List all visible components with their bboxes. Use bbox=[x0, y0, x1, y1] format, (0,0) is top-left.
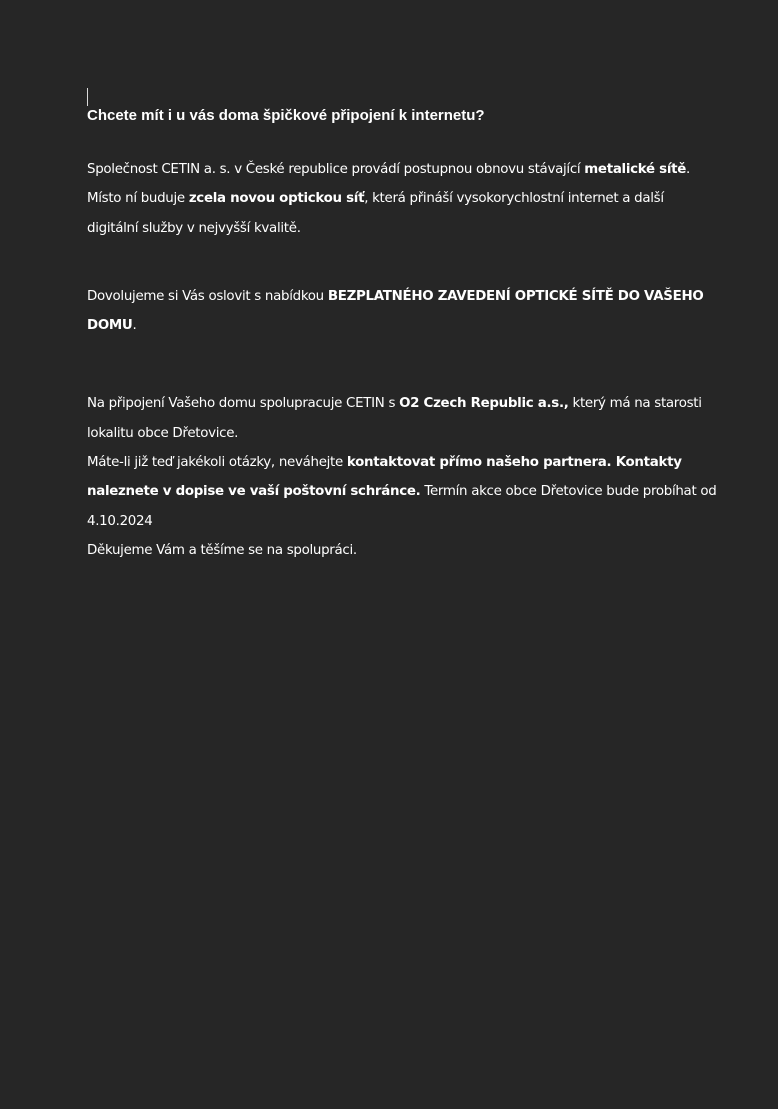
text-run: který má na starosti bbox=[568, 396, 702, 412]
text-run: Máte-li již teď jakékoli otázky, neváhejte bbox=[87, 455, 347, 471]
paragraph-line bbox=[87, 184, 697, 213]
text-cursor bbox=[87, 88, 88, 106]
text-run: Na připojení Vašeho domu spolupracuje CETIN s bbox=[87, 396, 400, 412]
paragraph-line bbox=[87, 282, 704, 311]
paragraph-cetin-network bbox=[87, 155, 697, 243]
paragraph-line bbox=[87, 155, 697, 184]
text-run: Dovolujeme si Vás oslovit s nabídkou bbox=[87, 288, 328, 304]
bold-text: zcela novou optickou síť bbox=[188, 191, 365, 207]
text-run: . bbox=[686, 162, 690, 177]
paragraph-line: lokalitu obce Dřetovice. bbox=[87, 425, 239, 441]
text-run: Místo ní buduje bbox=[87, 191, 189, 207]
bold-text: naleznete v dopise ve vaší poštovní schránce. bbox=[87, 484, 421, 500]
text-run: . bbox=[132, 318, 137, 334]
bold-text: kontaktovat přímo našeho partnera. Kontakty bbox=[346, 455, 682, 471]
document-body[interactable] bbox=[87, 88, 717, 565]
paragraph-line: 4.10.2024 bbox=[87, 513, 153, 529]
paragraph-line: digitální služby v nejvyšší kvalitě. bbox=[87, 220, 301, 236]
paragraph-line bbox=[87, 448, 697, 477]
bold-text: DOMU bbox=[87, 318, 133, 334]
bold-text: metalické sítě bbox=[584, 162, 687, 177]
paragraph-line bbox=[87, 477, 717, 506]
text-run: Termín akce obce Dřetovice bude probíhat od bbox=[420, 484, 717, 500]
document-heading: Chcete mít i u vás doma špičkové připojení k internetu? bbox=[87, 107, 485, 124]
bold-text: O2 Czech Republic a.s., bbox=[399, 396, 569, 412]
text-run: , která přináší vysokorychlostní internet a další bbox=[364, 191, 664, 207]
paragraph-line: Děkujeme Vám a těšíme se na spolupráci. bbox=[87, 542, 357, 558]
paragraph-offer bbox=[87, 282, 704, 341]
paragraph-line bbox=[87, 311, 697, 340]
bold-text: BEZPLATNÉHO ZAVEDENÍ OPTICKÉ SÍTĚ DO VAŠEHO bbox=[327, 288, 704, 304]
text-run: Společnost CETIN a. s. v České republice provádí postupnou obnovu stávající bbox=[87, 162, 585, 177]
paragraph-partner bbox=[87, 389, 717, 565]
paragraph-line bbox=[87, 389, 702, 418]
